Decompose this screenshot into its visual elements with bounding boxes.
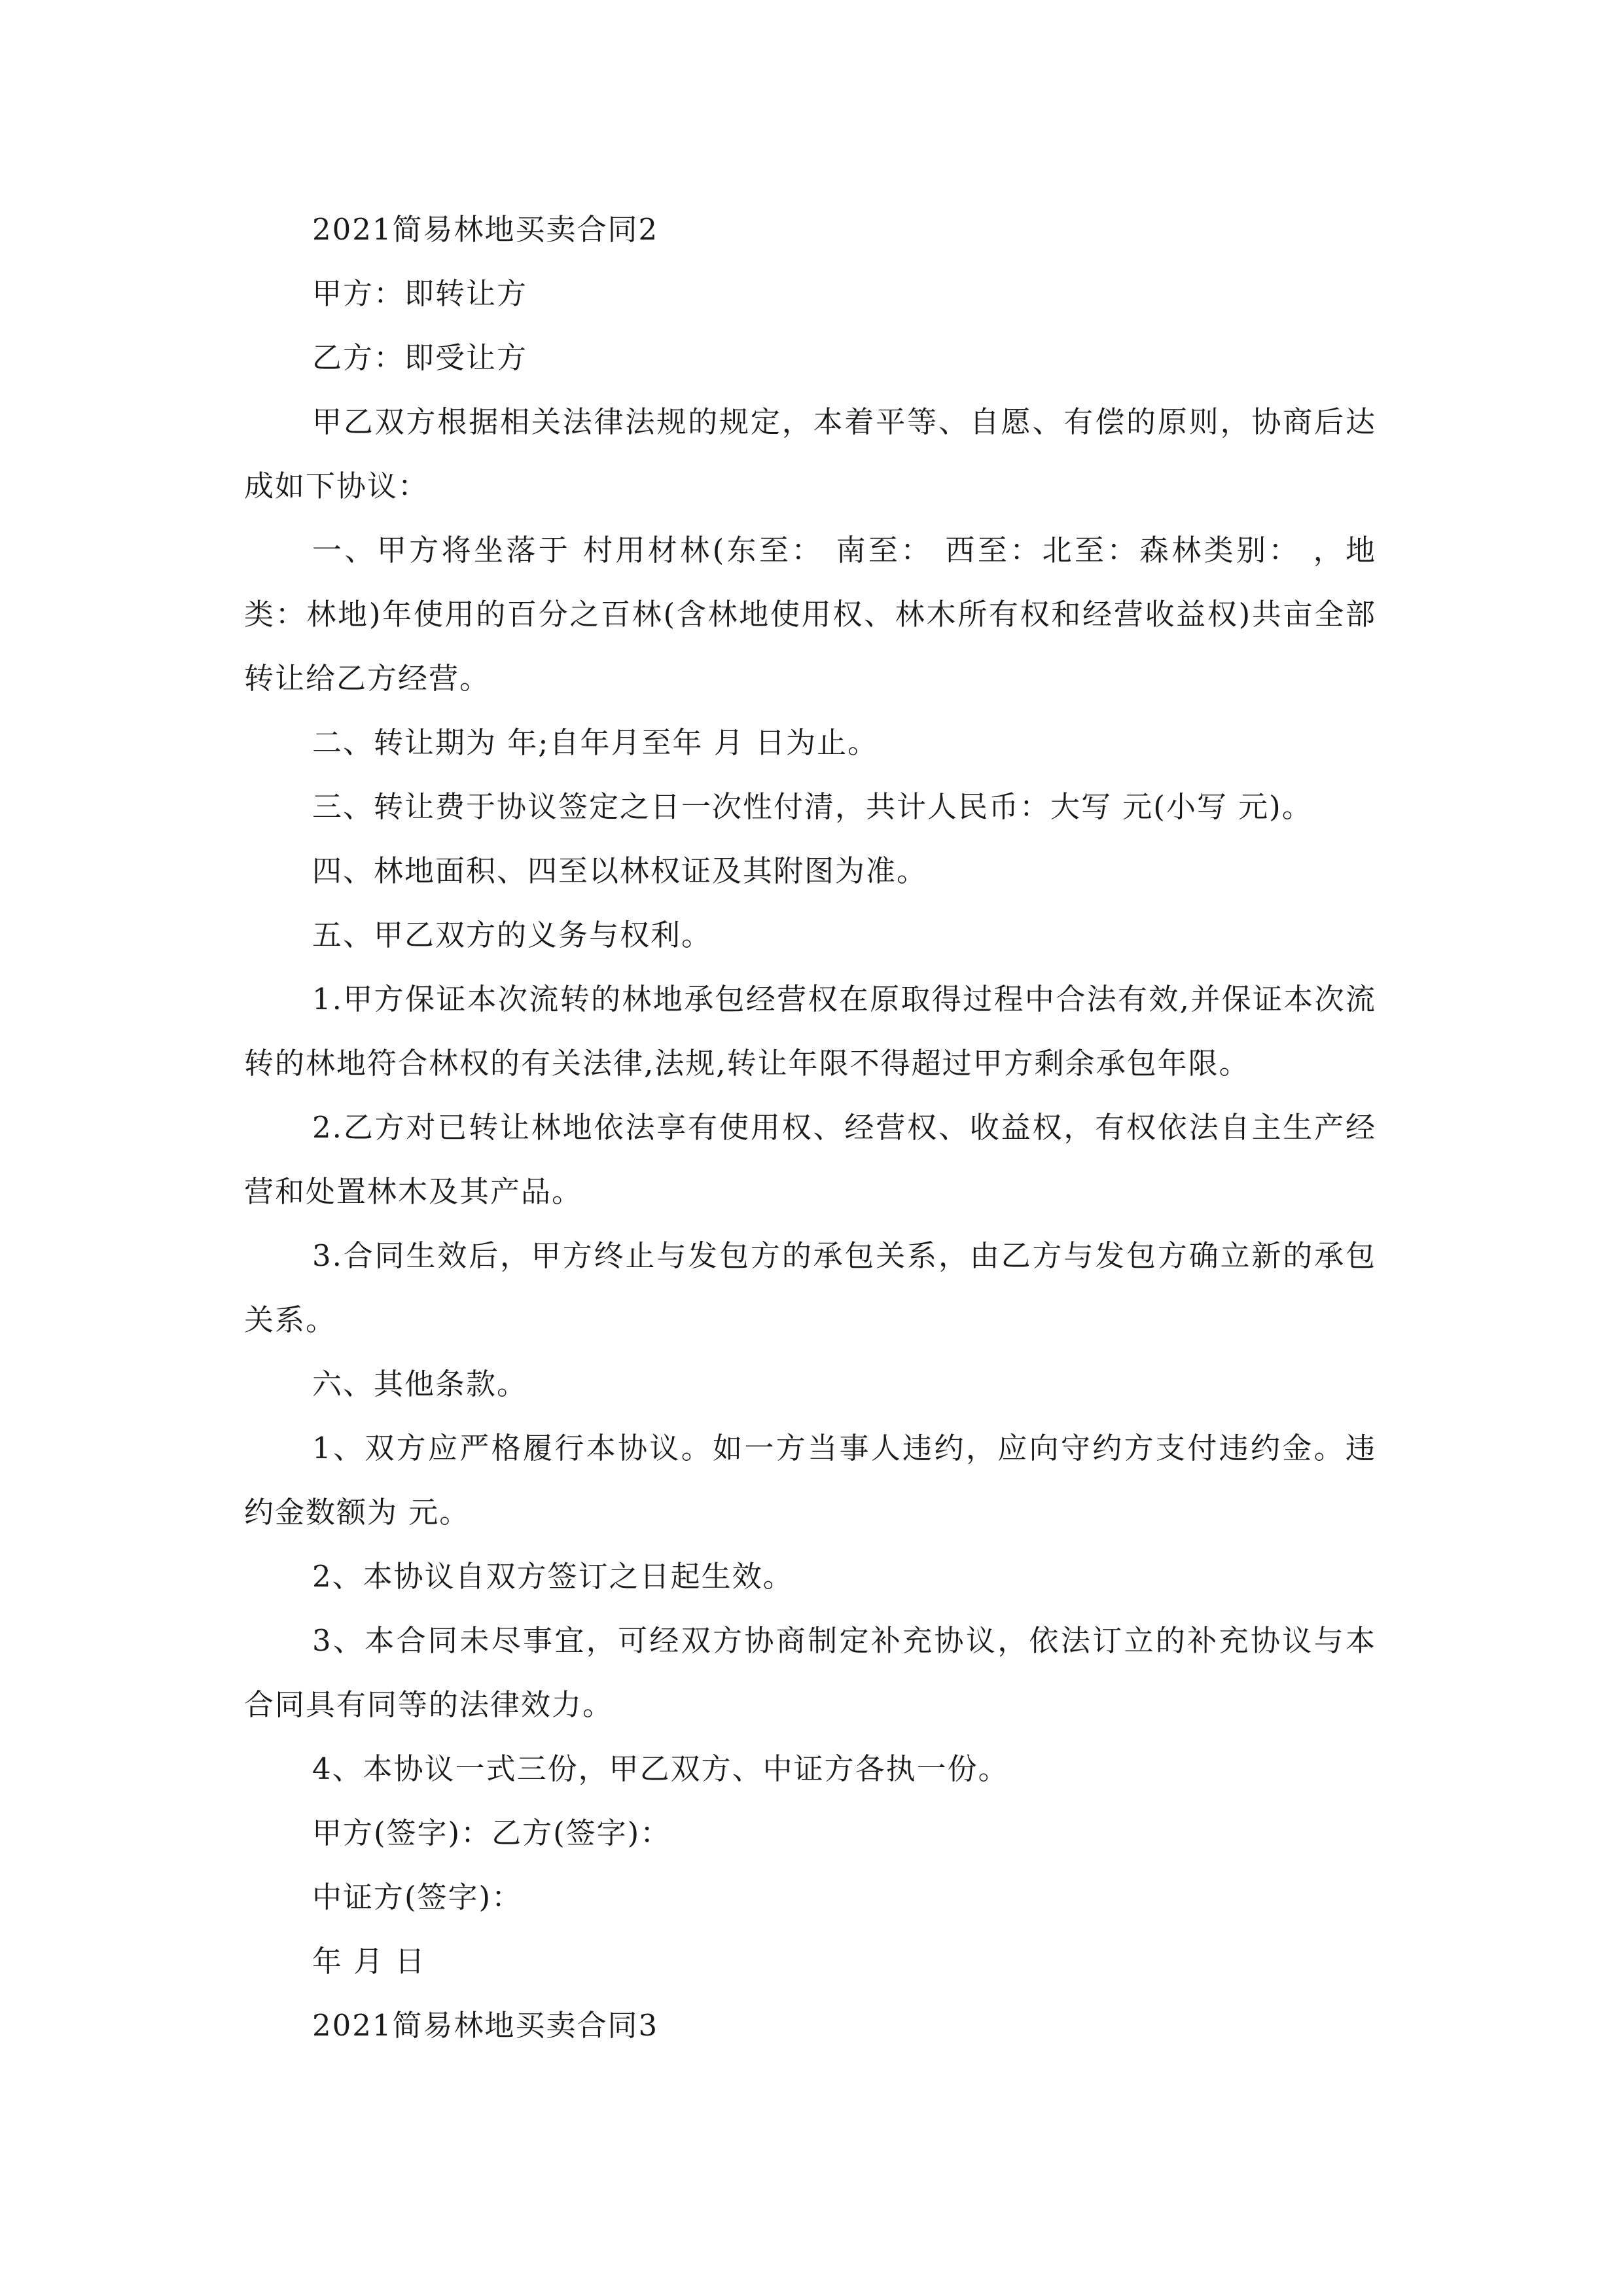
party-b-line: 乙方：即受让方 <box>312 340 528 375</box>
clause-5-2: 2.乙方对已转让林地依法享有使用权、经营权、收益权，有权依法自主生产经营和处置林木及其产品。 <box>244 1110 1376 1209</box>
contract-heading-2: 2021简易林地买卖合同2 <box>312 212 659 247</box>
signature-parties-line: 甲方(签字)：乙方(签字)： <box>312 1816 671 1850</box>
document-body <box>244 198 1376 2058</box>
clause-5-3: 3.合同生效后，甲方终止与发包方的承包关系，由乙方与发包方确立新的承包关系。 <box>244 1238 1376 1337</box>
clause-3: 三、转让费于协议签定之日一次性付清，共计人民币：大写 元(小写 元)。 <box>312 789 1313 824</box>
clause-6-4: 4、本协议一式三份，甲乙双方、中证方各执一份。 <box>312 1751 1009 1786</box>
clause-6-1: 1、双方应严格履行本协议。如一方当事人违约，应向守约方支付违约金。违约金数额为 元。 <box>244 1431 1376 1530</box>
clause-4: 四、林地面积、四至以林权证及其附图为准。 <box>312 853 928 888</box>
clause-1: 一、甲方将坐落于 村用材林(东至： 南至： 西至：北至：森林类别： ，地类：林地)年使用的百分之百林(含林地使用权、林木所有权和经营收益权)共亩全部转让给乙方经营。 <box>244 533 1376 696</box>
date-line: 年 月 日 <box>312 1944 426 1979</box>
clause-6: 六、其他条款。 <box>312 1367 528 1401</box>
intro-paragraph: 甲乙双方根据相关法律法规的规定，本着平等、自愿、有偿的原则，协商后达成如下协议： <box>244 404 1376 503</box>
clause-6-3: 3、本合同未尽事宜，可经双方协商制定补充协议，依法订立的补充协议与本合同具有同等的法律效力。 <box>244 1623 1376 1722</box>
clause-5-1: 1.甲方保证本次流转的林地承包经营权在原取得过程中合法有效,并保证本次流转的林地符合林权的有关法律,法规,转让年限不得超过甲方剩余承包年限。 <box>244 982 1376 1081</box>
party-a-line: 甲方：即转让方 <box>312 276 528 311</box>
clause-5: 五、甲乙双方的义务与权利。 <box>312 918 713 952</box>
contract-heading-3: 2021简易林地买卖合同3 <box>312 2008 659 2043</box>
signature-witness-line: 中证方(签字)： <box>312 1880 523 1914</box>
clause-2: 二、转让期为 年;自年月至年 月 日为止。 <box>312 725 879 760</box>
clause-6-2: 2、本协议自双方签订之日起生效。 <box>312 1559 794 1594</box>
